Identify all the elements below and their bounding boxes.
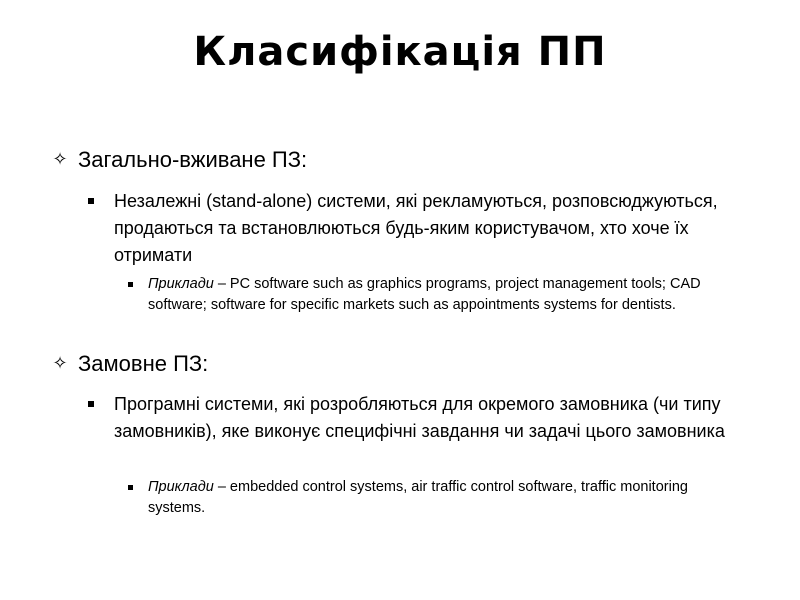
section-heading-general bbox=[48, 147, 307, 173]
bullet-custom-description bbox=[88, 391, 738, 445]
four-pointed-star-icon: ✧ bbox=[52, 353, 68, 374]
section-heading-label: Замовне ПЗ: bbox=[78, 351, 209, 376]
example-text-block bbox=[148, 477, 748, 519]
example-label: Приклади bbox=[148, 479, 214, 495]
square-bullet-icon bbox=[88, 401, 94, 407]
square-bullet-icon bbox=[88, 198, 94, 204]
bullet-general-description bbox=[88, 188, 738, 269]
small-square-bullet-icon bbox=[128, 282, 133, 287]
example-text-block bbox=[148, 274, 748, 316]
section-heading-label: Загально-вживане ПЗ: bbox=[78, 147, 308, 172]
bullet-text: Програмні системи, які розробляються для окремого замовника (чи типу замовників), яке виконує специфічні завдання чи задачі цього замовника bbox=[114, 394, 725, 441]
bullet-text: Незалежні (stand-alone) системи, які рекламуються, розповсюджуються, продаються та встановлюються будь-яким користувачом, хто хоче їх отримати bbox=[114, 191, 718, 265]
example-text: – PC software such as graphics programs, project management tools; CAD software; software for specific markets such as appointments systems for dentists. bbox=[148, 276, 701, 313]
slide-title: Класифікація ПП bbox=[193, 29, 607, 75]
example-general bbox=[128, 274, 748, 316]
small-square-bullet-icon bbox=[128, 485, 133, 490]
example-text: – embedded control systems, air traffic control software, traffic monitoring systems. bbox=[148, 479, 688, 516]
example-custom bbox=[128, 477, 748, 519]
section-heading-custom bbox=[48, 351, 208, 377]
four-pointed-star-icon: ✧ bbox=[52, 149, 68, 170]
example-label: Приклади bbox=[148, 276, 214, 292]
